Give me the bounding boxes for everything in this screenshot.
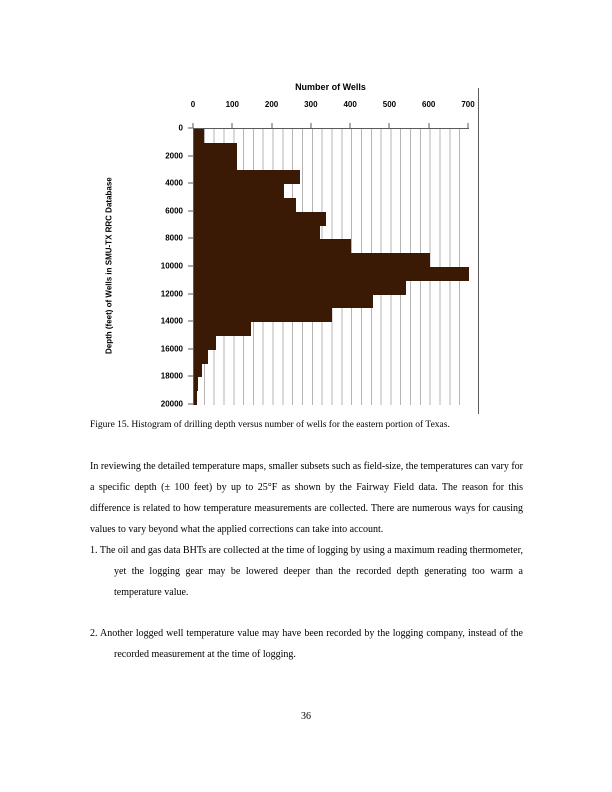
y-tick-label: 18000 (160, 371, 183, 381)
paragraph-intro: In reviewing the detailed temperature maps, smaller subsets such as field-size, the temperatures can vary for a specific depth (± 100 feet) by up to 25°F as shown by the Fairway Field data. The reason for this difference is related to how temperature measurements are collected. There are numerous ways for causing values to vary beyond what the applied corrections can take into account. (90, 461, 523, 535)
y-tick-label: 0 (178, 123, 183, 133)
histogram-bar (194, 281, 406, 295)
chart-title: Number of Wells (295, 82, 366, 92)
list-item-2 (90, 623, 523, 665)
y-tick-label: 2000 (165, 151, 183, 161)
x-tick-label: 400 (343, 100, 357, 109)
list-item-1 (90, 540, 523, 603)
histogram-bar (194, 391, 197, 405)
histogram-bar (194, 157, 237, 171)
histogram-bar (194, 377, 198, 391)
list-item-1-text: The oil and gas data BHTs are collected at the time of logging by using a maximum reading thermometer, yet the logging gear may be lowered deeper than the recorded depth generating too warm a temperature value. (99, 545, 523, 598)
page-number: 36 (301, 711, 311, 722)
histogram-bar (194, 322, 251, 336)
chart-frame-line (478, 88, 479, 414)
wells-depth-histogram (98, 82, 490, 418)
x-tick-label: 100 (225, 100, 239, 109)
x-tick-label: 300 (304, 100, 318, 109)
x-tick-label: 700 (461, 100, 475, 109)
y-tick-label: 12000 (160, 289, 183, 299)
body-text (90, 456, 523, 665)
figure-caption: Figure 15. Histogram of drilling depth versus number of wells for the eastern portion of Texas. (90, 420, 450, 430)
histogram-bar (194, 295, 373, 309)
histogram-bar (194, 184, 284, 198)
histogram-bar (194, 267, 469, 281)
x-tick-label: 600 (422, 100, 436, 109)
histogram-bar (194, 350, 208, 364)
y-tick-label: 6000 (165, 206, 183, 216)
histogram-bar (194, 212, 326, 226)
y-tick-label: 4000 (165, 178, 183, 188)
list-item-1-marker: 1. (90, 545, 98, 556)
plot-area (193, 128, 469, 405)
histogram-bar (194, 198, 296, 212)
histogram-bar (194, 308, 332, 322)
histogram-bar (194, 336, 216, 350)
y-tick-label: 20000 (160, 399, 183, 409)
y-axis-ticks (136, 123, 193, 409)
x-tick-label: 500 (382, 100, 397, 109)
y-axis-label: Depth (feet) of Wells in SMU-TX RRC Database (104, 177, 114, 355)
y-tick-label: 10000 (160, 261, 183, 271)
list-item-2-text: Another logged well temperature value may have been recorded by the logging company, instead of the recorded measurement at the time of logging. (100, 628, 523, 660)
y-tick-label: 16000 (160, 344, 183, 354)
x-tick-label: 200 (264, 100, 279, 109)
histogram-bar (194, 253, 430, 267)
x-tick-label: 0 (190, 100, 196, 109)
histogram-bar (194, 170, 300, 184)
histogram-bar (194, 129, 204, 143)
histogram-bar (194, 143, 237, 157)
y-tick-label: 14000 (160, 316, 183, 326)
histogram-bar (194, 364, 202, 378)
histogram-bar (194, 239, 351, 253)
y-tick-label: 8000 (165, 233, 183, 243)
histogram-bar (194, 226, 320, 240)
x-axis-ticks (190, 100, 475, 128)
list-item-2-marker: 2. (90, 628, 98, 639)
